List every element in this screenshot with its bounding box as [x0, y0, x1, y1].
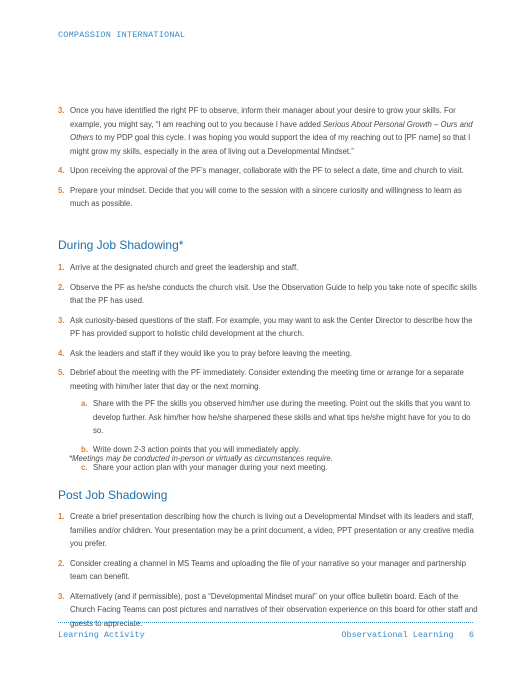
document-header: COMPASSION INTERNATIONAL [58, 30, 186, 40]
pdp-goal-title: Serious About Personal Growth – Ours and Others [70, 119, 473, 142]
sub-list-item [70, 397, 478, 438]
sub-item-text: Write down 2-3 action points that you will immediately apply. [93, 444, 301, 454]
item-text: Alternatively (and if permissible), post a “Developmental Mindset mural” on your office bulletin board. Each of the Church Facing Teams can post pictures and narratives of their observation experience on this board for other staff and guests to appreciate. [70, 591, 478, 628]
list-item [58, 510, 478, 551]
item-number: 4. [58, 166, 65, 175]
item-number: 2. [58, 282, 65, 292]
list-item [58, 104, 478, 158]
sub-list-item [70, 461, 478, 475]
item-number: 3. [58, 106, 65, 115]
list-item [58, 184, 478, 211]
section-heading-post: Post Job Shadowing [58, 488, 168, 502]
list-item [58, 557, 478, 584]
post-steps-list [58, 510, 478, 630]
item-text: Prepare your mindset. Decide that you will come to the session with a sincere curiosity and willingness to learn as much as possible. [70, 185, 462, 208]
list-item [58, 314, 478, 341]
footer-page-label: Observational Learning 6 [341, 630, 474, 640]
sub-item-text: Share with the PF the skills you observed him/her use during the meeting. Point out the skills that you want to develop further. Ask him/her how he/she sharpened these skills and what tips he/she might have for you to do so. [93, 399, 471, 435]
item-number: 1. [58, 263, 65, 272]
item-number: 4. [58, 348, 65, 358]
item-text: Ask the leaders and staff if they would like you to pray before leaving the meeting. [70, 348, 353, 358]
footer-divider [58, 622, 473, 623]
list-item [58, 164, 478, 178]
item-text: Create a brief presentation describing how the church is living out a Developmental Mindset with its leaders and staff, families and/or children. Your presentation may be a print document, a video, PPT presentation or any creative media you prefer. [70, 512, 474, 548]
item-number: 5. [58, 368, 65, 377]
item-number: 5. [58, 185, 65, 195]
list-item [58, 590, 478, 631]
pre-steps-list [58, 104, 478, 211]
item-number: 2. [58, 558, 65, 568]
section-heading-during: During Job Shadowing* [58, 238, 184, 252]
footer-section-label: Learning Activity [58, 630, 145, 640]
item-text: Debrief about the meeting with the PF immediately. Consider extending the meeting time or arrange for a separate meeting with him/her later that day or the next morning. [70, 368, 464, 391]
meeting-footnote: *Meetings may be conducted in-person or virtually as circumstances require. [69, 454, 333, 463]
sub-item-letter: a. [81, 399, 88, 408]
item-number: 1. [58, 512, 65, 521]
item-number: 3. [58, 591, 65, 601]
sub-item-text: Share your action plan with your manager during your next meeting. [93, 463, 328, 472]
item-text-part: Once you have identified the right PF to observe, inform their manager about your desire to grow your skills. For example, you might say, “I am reaching out to you because I have added [70, 106, 456, 129]
sub-item-letter: b. [81, 444, 88, 454]
during-steps-list [58, 261, 478, 475]
sub-item-letter: c. [81, 463, 88, 472]
list-item [58, 347, 478, 361]
item-text: Consider creating a channel in MS Teams and uploading the file of your narrative so your manager and partnership team can benefit. [70, 558, 466, 581]
item-text-part: to my PDP goal this cycle. I was hoping you would support the idea of my reaching out to [PF name] so that I might grow my skills, especially in the area of living out a Developmental Mindset.” [70, 133, 471, 156]
item-text: Upon receiving the approval of the PF’s manager, collaborate with the PF to select a date, time and church to visit. [70, 166, 464, 175]
item-text: Observe the PF as he/she conducts the church visit. Use the Observation Guide to help you take note of specific skills that the PF has used. [70, 282, 477, 305]
item-number: 3. [58, 315, 65, 325]
item-text: Ask curiosity-based questions of the staff. For example, you may want to ask the Center Director to describe how the PF has provided support to holistic child development at the church. [70, 315, 473, 338]
item-text: Arrive at the designated church and greet the leadership and staff. [70, 263, 299, 272]
list-item [58, 281, 478, 308]
list-item [58, 261, 478, 275]
